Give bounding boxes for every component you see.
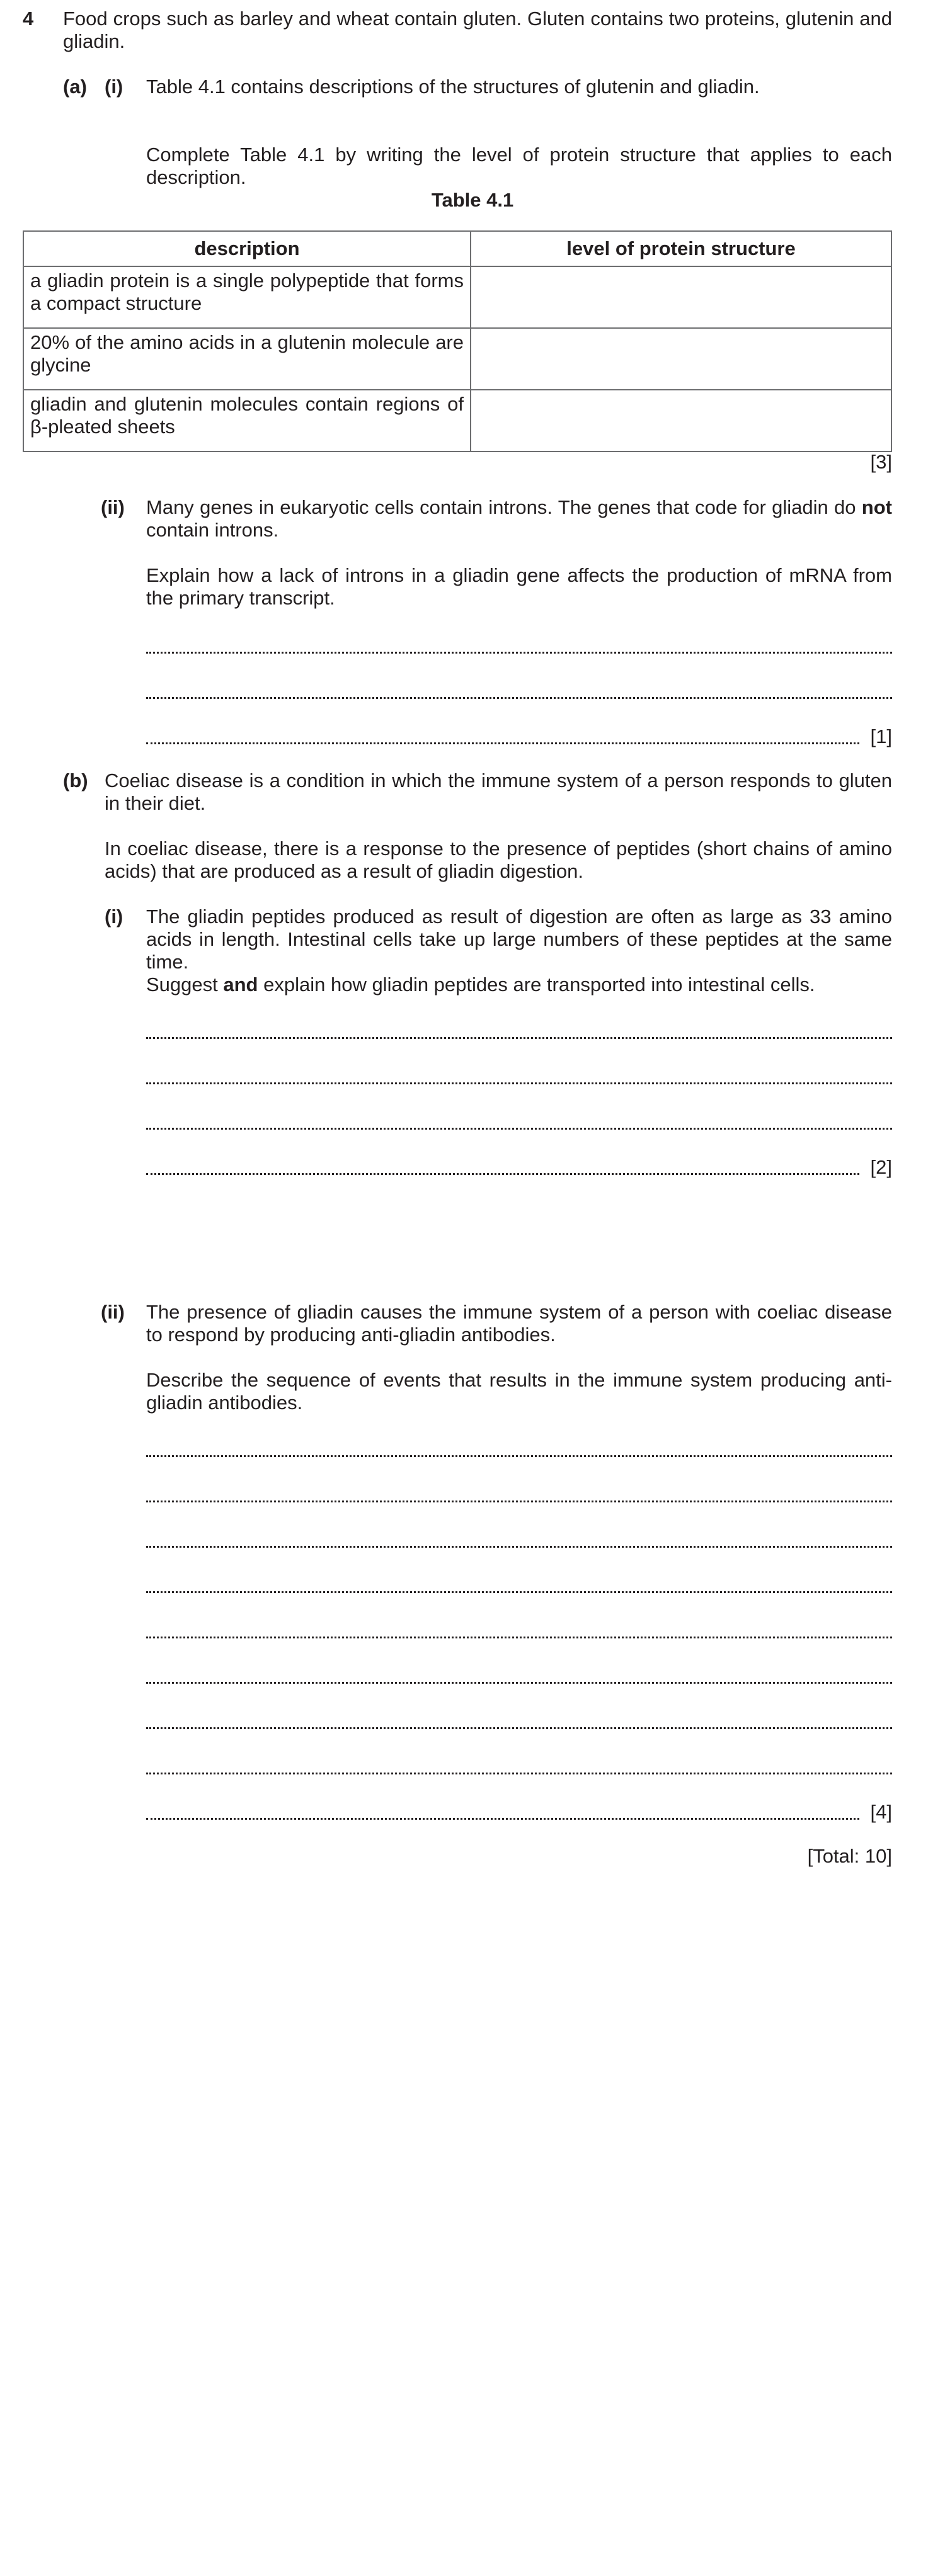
table-row <box>23 390 891 451</box>
part-a-i-text2: Complete Table 4.1 by writing the level of protein structure that applies to each description. <box>146 144 892 188</box>
marks-b-ii: [4] <box>870 1801 892 1823</box>
answer-line[interactable] <box>146 725 892 748</box>
header-level: level of protein structure <box>471 231 891 266</box>
total-marks: [Total: 10] <box>807 1845 892 1867</box>
table-header-row <box>23 231 891 266</box>
answer-line[interactable] <box>146 1438 892 1461</box>
part-a-i-text1: Table 4.1 contains descriptions of the structures of glutenin and gliadin. <box>146 76 760 98</box>
part-a-ii-label: (ii) <box>101 496 125 518</box>
row-description: 20% of the amino acids in a glutenin molecule are glycine <box>23 328 471 390</box>
part-b-label: (b) <box>63 769 88 792</box>
table-caption: Table 4.1 <box>431 189 514 211</box>
part-b-intro2: In coeliac disease, there is a response to the presence of peptides (short chains of amino acids) that are produced as a result of gliadin digestion. <box>105 837 892 882</box>
part-b-ii-label: (ii) <box>101 1301 125 1323</box>
header-description: description <box>23 231 471 266</box>
answer-line[interactable] <box>146 1065 892 1088</box>
answer-line[interactable] <box>146 1020 892 1043</box>
answer-line[interactable] <box>146 1801 892 1824</box>
answer-line[interactable] <box>146 1710 892 1733</box>
table-4-1 <box>23 230 892 452</box>
answer-cell[interactable] <box>471 390 891 451</box>
part-a-i-label: (i) <box>105 76 123 98</box>
part-b-ii-text2: Describe the sequence of events that results in the immune system producing anti-gliadin antibodies. <box>146 1369 892 1414</box>
part-b-intro1: Coeliac disease is a condition in which the immune system of a person responds to gluten in their diet. <box>105 769 892 814</box>
marks-a-ii: [1] <box>870 725 892 747</box>
marks-a-i: [3] <box>870 451 892 473</box>
table-row <box>23 328 891 390</box>
answer-line[interactable] <box>146 1574 892 1597</box>
marks-b-i: [2] <box>870 1156 892 1178</box>
answer-line[interactable] <box>146 680 892 703</box>
answer-line[interactable] <box>146 1620 892 1642</box>
question-number: 4 <box>23 8 34 30</box>
row-description: a gliadin protein is a single polypeptide that forms a compact structure <box>23 266 471 328</box>
answer-cell[interactable] <box>471 266 891 328</box>
question-intro: Food crops such as barley and wheat contain gluten. Gluten contains two proteins, glutenin and gliadin. <box>63 8 892 52</box>
part-a-ii-text2: Explain how a lack of introns in a gliadin gene affects the production of mRNA from the primary transcript. <box>146 564 892 609</box>
answer-line[interactable] <box>146 635 892 657</box>
part-b-i-text2: Suggest and explain how gliadin peptides are transported into intestinal cells. <box>146 973 815 996</box>
answer-line[interactable] <box>146 1529 892 1552</box>
table-row <box>23 266 891 328</box>
row-description: gliadin and glutenin molecules contain regions of β-pleated sheets <box>23 390 471 451</box>
answer-line[interactable] <box>146 1156 892 1179</box>
part-a-ii-text1: Many genes in eukaryotic cells contain introns. The genes that code for gliadin do not contain introns. <box>146 496 892 541</box>
answer-line[interactable] <box>146 1484 892 1506</box>
part-b-i-text1: The gliadin peptides produced as result of digestion are often as large as 33 amino acids in length. Intestinal cells take up large numbers of these peptides at the same time. <box>146 905 892 973</box>
part-a-label: (a) <box>63 76 87 98</box>
answer-line[interactable] <box>146 1111 892 1133</box>
part-b-ii-text1: The presence of gliadin causes the immune system of a person with coeliac disease to respond by producing anti-gliadin antibodies. <box>146 1301 892 1346</box>
part-b-i-label: (i) <box>105 905 123 928</box>
answer-cell[interactable] <box>471 328 891 390</box>
answer-line[interactable] <box>146 1756 892 1778</box>
answer-line[interactable] <box>146 1665 892 1688</box>
